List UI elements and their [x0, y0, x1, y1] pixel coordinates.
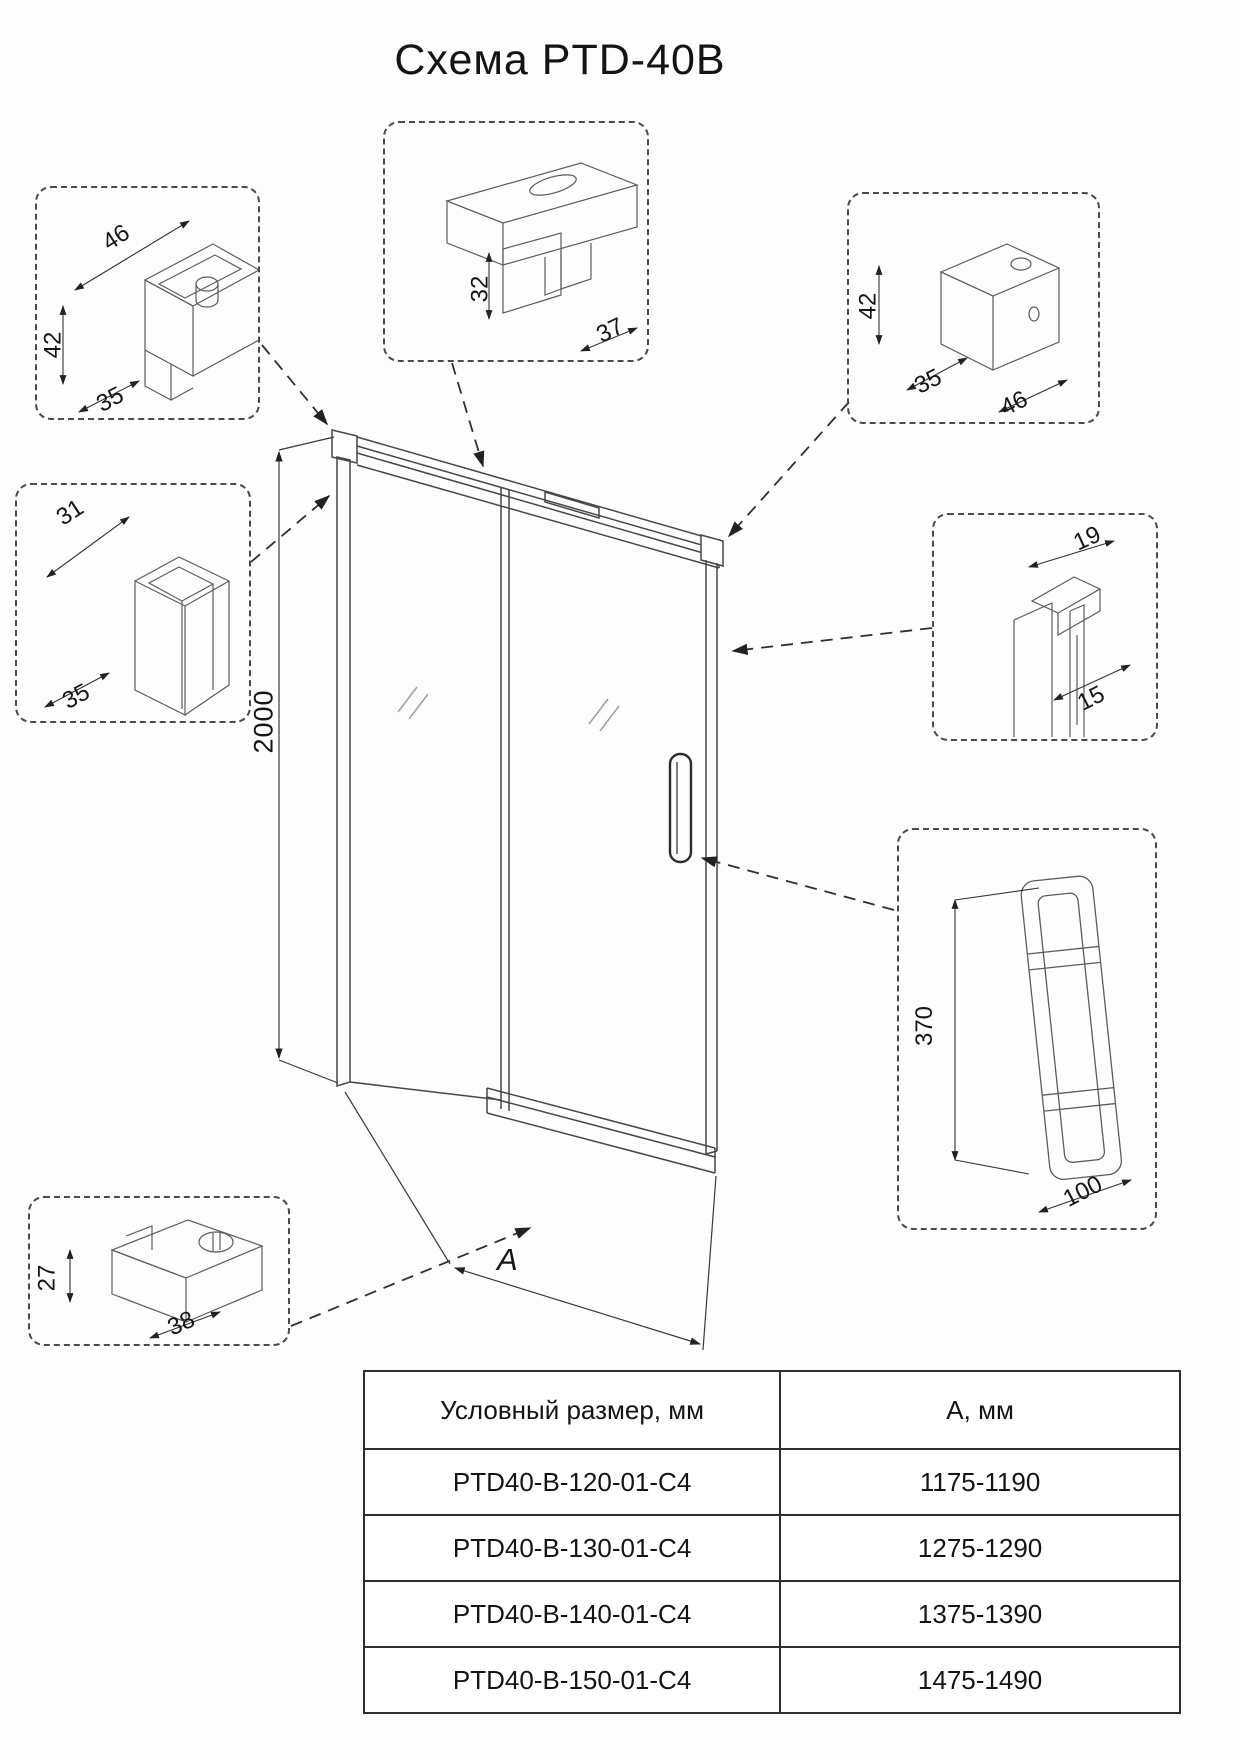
floor-bracket-sketch — [30, 1198, 288, 1344]
dim-label: 46 — [996, 385, 1033, 422]
dim-label: 31 — [51, 493, 89, 532]
a-range-cell: 1275-1290 — [780, 1515, 1180, 1581]
page-title: Схема PTD-40B — [394, 36, 726, 84]
dim-label: 37 — [592, 312, 629, 349]
table-row — [364, 1581, 1180, 1647]
a-range-cell: 1475-1490 — [780, 1647, 1180, 1713]
detail-door-handle — [897, 828, 1157, 1230]
dim-label-door-height: 2000 — [248, 689, 279, 754]
size-table — [363, 1370, 1181, 1714]
model-code-cell: PTD40-B-150-01-C4 — [364, 1647, 780, 1713]
dim-label-door-width-A: A — [497, 1242, 518, 1277]
model-code-cell: PTD40-B-130-01-C4 — [364, 1515, 780, 1581]
table-row — [364, 1515, 1180, 1581]
leader-lines — [248, 345, 932, 1326]
detail-wall-profile — [15, 483, 251, 723]
dim-label: 35 — [910, 363, 947, 400]
dim-label: 32 — [466, 275, 494, 303]
detail-top-rail-profile — [383, 121, 649, 362]
table-row — [364, 1647, 1180, 1713]
wall-bracket-top-right-sketch — [849, 194, 1098, 422]
dim-label: 19 — [1069, 520, 1105, 557]
detail-wall-bracket-top-right — [847, 192, 1100, 424]
size-table-header-row — [364, 1371, 1180, 1449]
dim-label: 15 — [1073, 680, 1110, 717]
detail-glass-seal-profile — [932, 513, 1158, 741]
dim-label: 42 — [854, 292, 882, 320]
size-table-header-a: А, мм — [780, 1371, 1180, 1449]
wall-bracket-top-left-sketch — [37, 188, 258, 418]
model-code-cell: PTD40-B-120-01-C4 — [364, 1449, 780, 1515]
dimension-lines — [279, 437, 716, 1350]
dim-label: 42 — [39, 331, 67, 359]
wall-profile-sketch — [17, 485, 249, 721]
table-row — [364, 1449, 1180, 1515]
dim-label: 370 — [911, 1005, 939, 1047]
glass-seal-profile-sketch — [934, 515, 1156, 739]
dim-label: 100 — [1058, 1170, 1107, 1213]
a-range-cell: 1175-1190 — [780, 1449, 1180, 1515]
dim-label: 38 — [163, 1305, 199, 1342]
door-frame-lines — [332, 430, 723, 1173]
a-range-cell: 1375-1390 — [780, 1581, 1180, 1647]
size-table-header-size: Условный размер, мм — [364, 1371, 780, 1449]
model-code-cell: PTD40-B-140-01-C4 — [364, 1581, 780, 1647]
dim-label: 27 — [33, 1264, 61, 1292]
detail-floor-bracket — [28, 1196, 290, 1346]
dim-label: 35 — [57, 678, 95, 715]
door-handle-shape — [670, 754, 691, 862]
dim-label: 35 — [91, 381, 129, 418]
detail-wall-bracket-top-left — [35, 186, 260, 420]
dim-label: 46 — [97, 218, 135, 257]
